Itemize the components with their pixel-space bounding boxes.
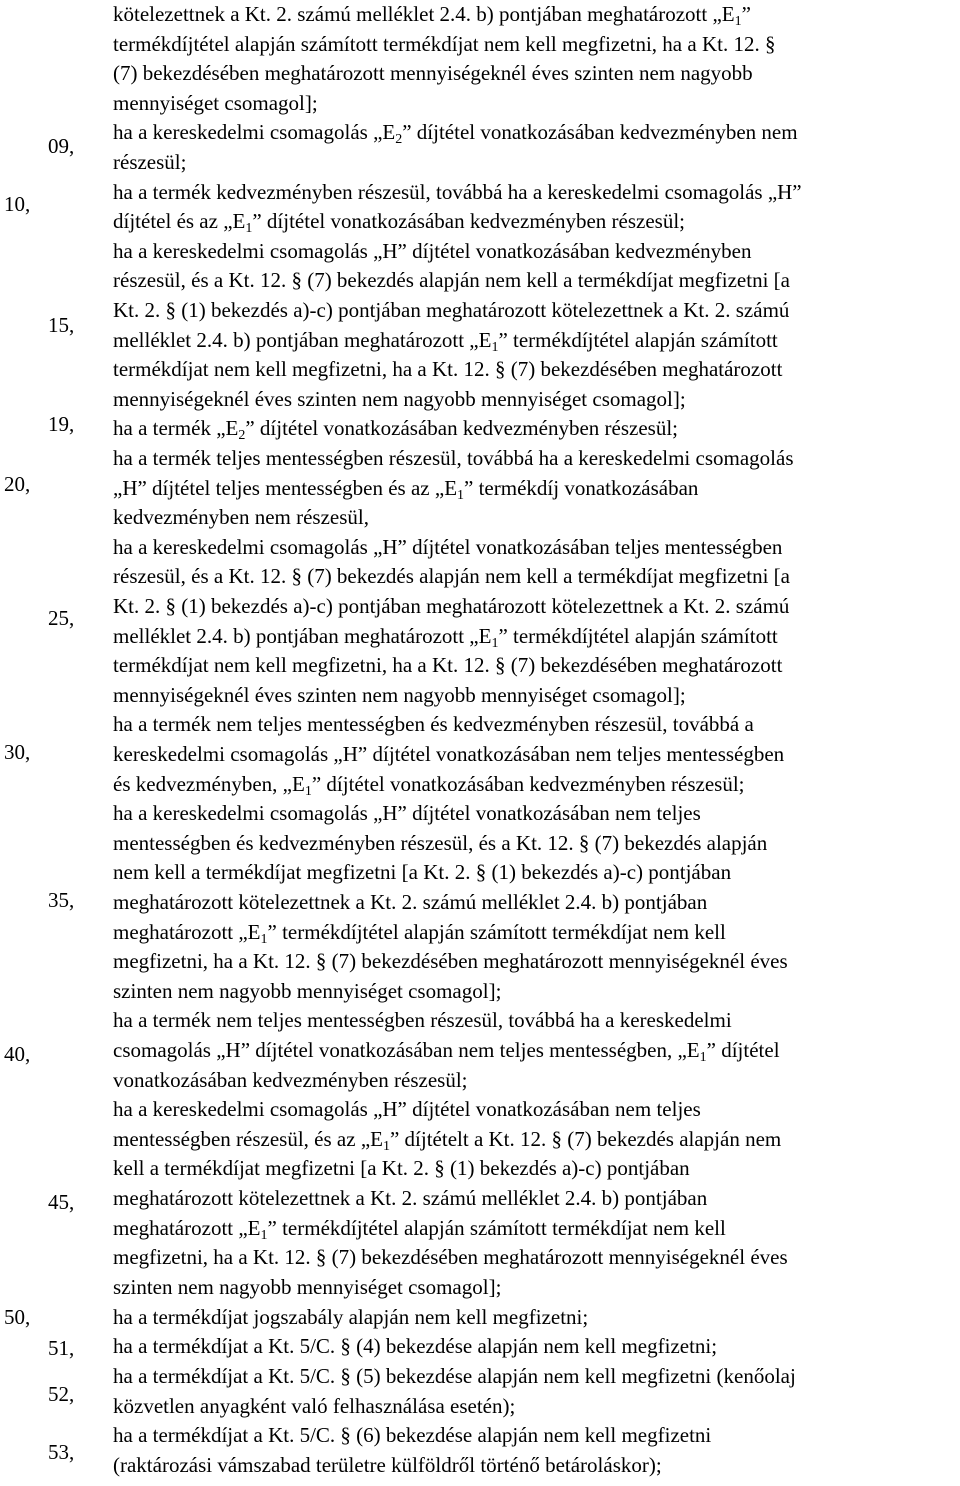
text-line: mennyiségeknél éves szinten nem nagyobb mennyiséget csomagol]; (113, 387, 686, 411)
text-line: részesül, és a Kt. 12. § (7) bekezdés alapján nem kell a termékdíjat megfizetni [a (113, 268, 790, 292)
text-line: ha a termékdíjat a Kt. 5/C. § (5) bekezdése alapján nem kell megfizetni (kenőolaj (113, 1364, 796, 1388)
text-line: melléklet 2.4. b) pontjában meghatározott „E1” termékdíjtétel alapján számított (113, 328, 778, 355)
text-line: kereskedelmi csomagolás „H” díjtétel vonatkozásában nem teljes mentességben (113, 742, 785, 766)
text-line: ha a kereskedelmi csomagolás „H” díjtétel vonatkozásában nem teljes (113, 1097, 701, 1121)
text-line: részesül; (113, 150, 187, 174)
text-line: vonatkozásában kedvezményben részesül; (113, 1068, 468, 1092)
line-number: 35, (48, 888, 75, 912)
text-line: meghatározott kötelezettnek a Kt. 2. számú melléklet 2.4. b) pontjában (113, 1186, 708, 1210)
line-number: 52, (48, 1382, 75, 1406)
text-line: (7) bekezdésében meghatározott mennyiségeknél éves szinten nem nagyobb (113, 61, 753, 85)
line-number: 30, (4, 740, 31, 764)
text-line: melléklet 2.4. b) pontjában meghatározott „E1” termékdíjtétel alapján számított (113, 624, 778, 651)
text-line: ha a termék kedvezményben részesül, továbbá ha a kereskedelmi csomagolás „H” (113, 180, 802, 204)
line-number: 53, (48, 1440, 75, 1464)
text-line: ha a kereskedelmi csomagolás „H” díjtétel vonatkozásában nem teljes (113, 801, 701, 825)
text-line: mennyiséget csomagol]; (113, 91, 318, 115)
text-line: részesül, és a Kt. 12. § (7) bekezdés alapján nem kell a termékdíjat megfizetni [a (113, 564, 790, 588)
text-line: ha a kereskedelmi csomagolás „H” díjtétel vonatkozásában kedvezményben (113, 239, 752, 263)
text-line: nem kell a termékdíjat megfizetni [a Kt. 2. § (1) bekezdés a)-c) pontjában (113, 860, 732, 884)
text-line: szinten nem nagyobb mennyiséget csomagol]; (113, 979, 502, 1003)
text-line: megfizetni, ha a Kt. 12. § (7) bekezdésében meghatározott mennyiségeknél éves (113, 949, 788, 973)
text-line: kell a termékdíjat megfizetni [a Kt. 2. § (1) bekezdés a)-c) pontjában (113, 1156, 690, 1180)
text-line: mentességben és kedvezményben részesül, és a Kt. 12. § (7) bekezdés alapján (113, 831, 768, 855)
text-line: kedvezményben nem részesül, (113, 505, 369, 529)
text-line: meghatározott „E1” termékdíjtétel alapján számított termékdíjat nem kell (113, 920, 726, 947)
text-line: Kt. 2. § (1) bekezdés a)-c) pontjában meghatározott kötelezettnek a Kt. 2. számú (113, 594, 790, 618)
line-number: 09, (48, 134, 75, 158)
line-number: 10, (4, 192, 31, 216)
line-number: 25, (48, 606, 75, 630)
text-line: megfizetni, ha a Kt. 12. § (7) bekezdésében meghatározott mennyiségeknél éves (113, 1245, 788, 1269)
line-number: 50, (4, 1305, 31, 1329)
text-line: mentességben részesül, és az „E1” díjtételt a Kt. 12. § (7) bekezdés alapján nem (113, 1127, 782, 1154)
line-number: 45, (48, 1190, 75, 1214)
text-line: ha a kereskedelmi csomagolás „E2” díjtétel vonatkozásában kedvezményben nem (113, 120, 798, 147)
text-line: Kt. 2. § (1) bekezdés a)-c) pontjában meghatározott kötelezettnek a Kt. 2. számú (113, 298, 790, 322)
line-number: 40, (4, 1042, 31, 1066)
text-line: ha a termékdíjat jogszabály alapján nem kell megfizetni; (113, 1305, 589, 1329)
text-line: kötelezettnek a Kt. 2. számú melléklet 2.4. b) pontjában meghatározott „E1” (113, 2, 751, 29)
text-line: ha a termék nem teljes mentességben és kedvezményben részesül, továbbá a (113, 712, 754, 736)
text-line: (raktározási vámszabad területre külföldről történő betároláskor); (113, 1453, 662, 1477)
line-number: 20, (4, 472, 31, 496)
text-line: meghatározott kötelezettnek a Kt. 2. számú melléklet 2.4. b) pontjában (113, 890, 708, 914)
line-number: 15, (48, 313, 75, 337)
text-line: „H” díjtétel teljes mentességben és az „E1” termékdíj vonatkozásában (113, 476, 699, 503)
text-line: ha a kereskedelmi csomagolás „H” díjtétel vonatkozásában teljes mentességben (113, 535, 783, 559)
text-line: közvetlen anyagként való felhasználása esetén); (113, 1394, 516, 1418)
text-line: ha a termék nem teljes mentességben részesül, továbbá ha a kereskedelmi (113, 1008, 732, 1032)
text-line: ha a termékdíjat a Kt. 5/C. § (4) bekezdése alapján nem kell megfizetni; (113, 1334, 718, 1358)
text-line: és kedvezményben, „E1” díjtétel vonatkozásában kedvezményben részesül; (113, 772, 745, 799)
text-line: termékdíjtétel alapján számított termékdíjat nem kell megfizetni, ha a Kt. 12. § (113, 32, 776, 56)
text-line: ha a termék teljes mentességben részesül, továbbá ha a kereskedelmi csomagolás (113, 446, 794, 470)
text-line: termékdíjat nem kell megfizetni, ha a Kt. 12. § (7) bekezdésében meghatározott (113, 653, 783, 677)
text-line: csomagolás „H” díjtétel vonatkozásában nem teljes mentességben, „E1” díjtétel (113, 1038, 780, 1065)
text-line: díjtétel és az „E1” díjtétel vonatkozásában kedvezményben részesül; (113, 209, 686, 236)
text-line: mennyiségeknél éves szinten nem nagyobb mennyiséget csomagol]; (113, 683, 686, 707)
text-line: termékdíjat nem kell megfizetni, ha a Kt. 12. § (7) bekezdésében meghatározott (113, 357, 783, 381)
line-number: 51, (48, 1336, 75, 1360)
line-number: 19, (48, 412, 75, 436)
text-line: ha a termékdíjat a Kt. 5/C. § (6) bekezdése alapján nem kell megfizetni (113, 1423, 712, 1447)
text-line: meghatározott „E1” termékdíjtétel alapján számított termékdíjat nem kell (113, 1216, 726, 1243)
text-line: szinten nem nagyobb mennyiséget csomagol]; (113, 1275, 502, 1299)
text-line: ha a termék „E2” díjtétel vonatkozásában kedvezményben részesül; (113, 416, 678, 443)
